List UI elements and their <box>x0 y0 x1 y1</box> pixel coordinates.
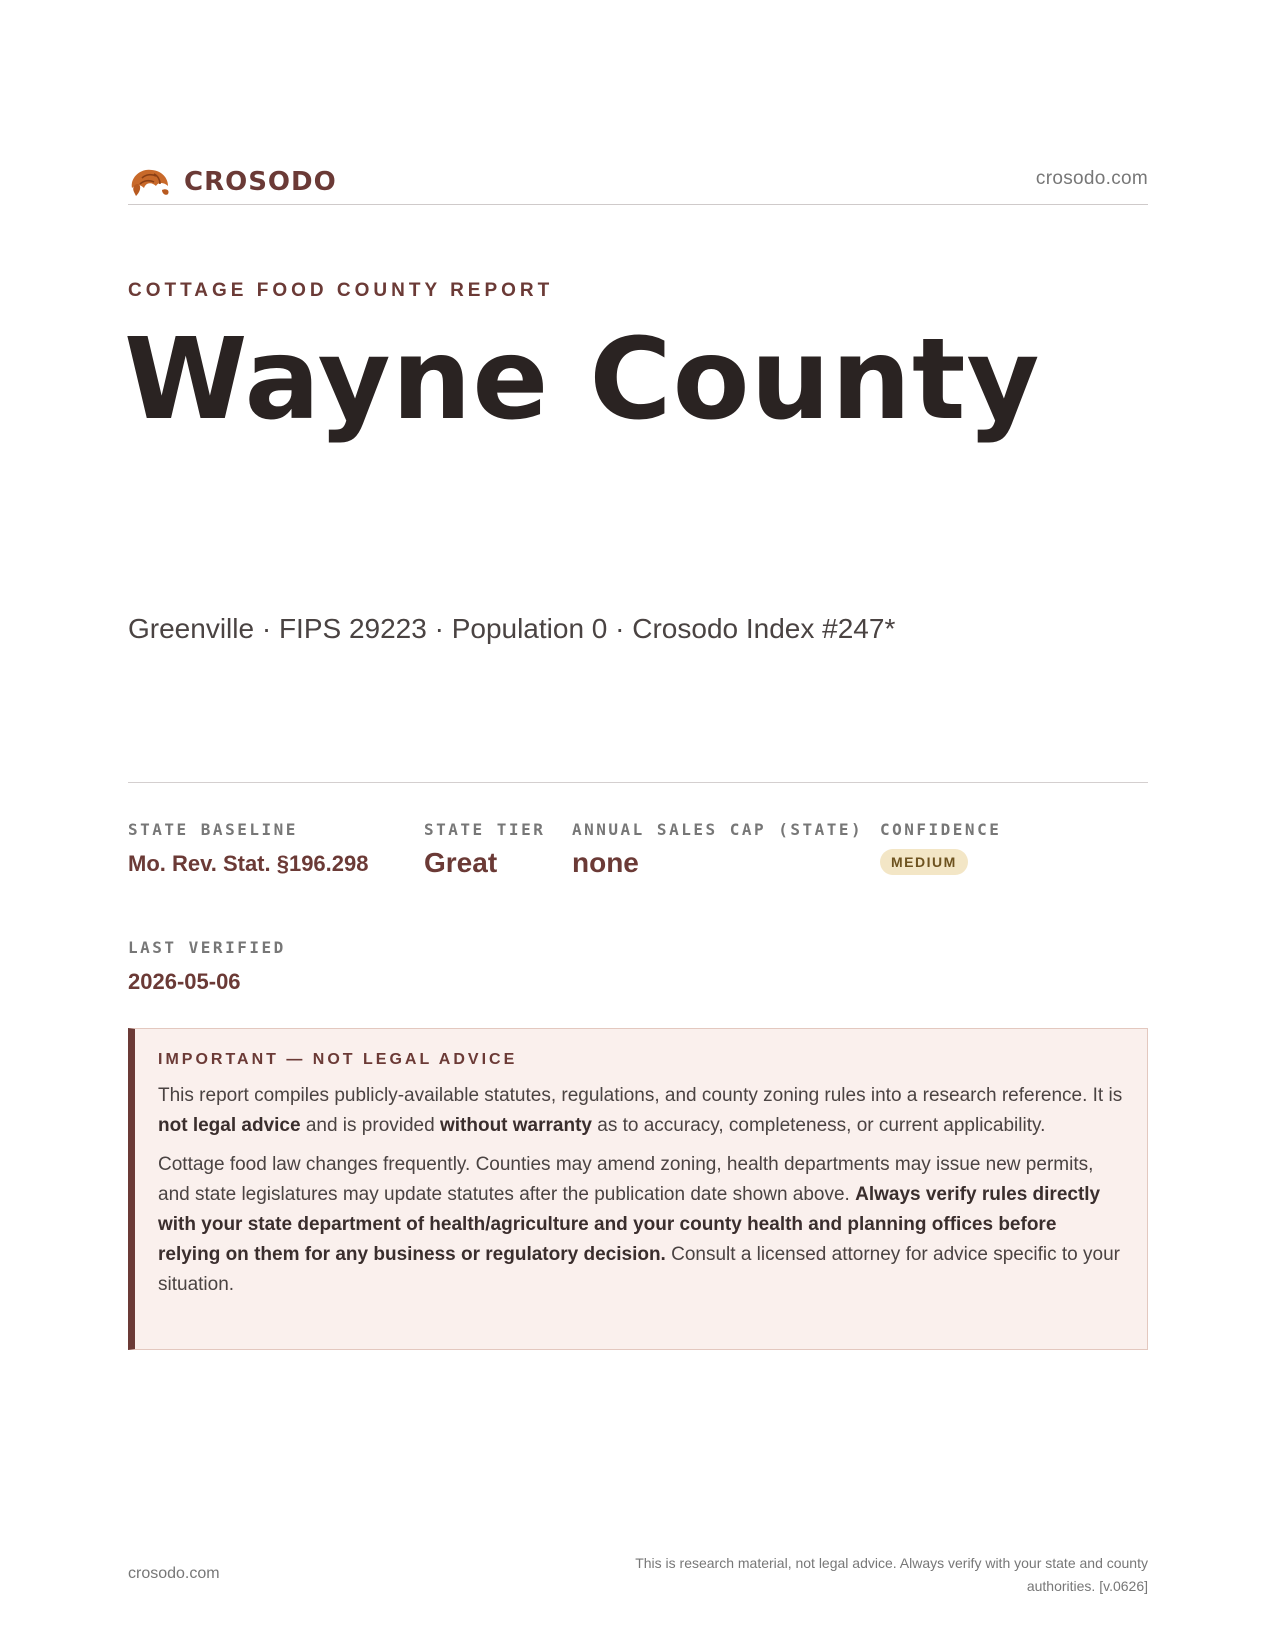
stat-label: ANNUAL SALES CAP (STATE) <box>572 820 864 839</box>
site-link[interactable]: crosodo.com <box>1035 168 1148 189</box>
croissant-icon <box>128 162 172 202</box>
legal-notice <box>128 1028 1148 1350</box>
stat-value: Great <box>424 847 498 878</box>
stat-state-baseline <box>128 820 369 877</box>
brand-name: CROSODO <box>184 167 337 197</box>
stat-label: STATE TIER <box>424 820 546 839</box>
confidence-badge: MEDIUM <box>880 849 968 875</box>
stat-confidence <box>880 820 1001 875</box>
report-subtitle: Greenville · FIPS 29223 · Population 0 · Crosodo Index #247* <box>128 613 896 644</box>
stat-value: Mo. Rev. Stat. §196.298 <box>128 851 369 876</box>
footer-site[interactable]: crosodo.com <box>128 1565 220 1582</box>
brand[interactable] <box>128 162 337 202</box>
footer-disclaimer: This is research material, not legal advice. Always verify with your state and county authorities. [v.0626] <box>635 1555 1148 1594</box>
notice-heading: IMPORTANT — NOT LEGAL ADVICE <box>158 1051 518 1068</box>
stat-state-tier <box>424 820 545 879</box>
report-kicker: COTTAGE FOOD COUNTY REPORT <box>128 280 554 301</box>
stat-last-verified <box>128 938 286 995</box>
stat-label: CONFIDENCE <box>880 820 1002 839</box>
stat-annual-sales-cap <box>572 820 863 879</box>
stat-label: LAST VERIFIED <box>128 938 286 957</box>
notice-paragraph-2: Cottage food law changes frequently. Counties may amend zoning, health departments may issue new permits, and state legislatures may update statutes after the publication date shown above. Always verify rules directly with your state department of health/agriculture and your county health and planning offices before relying on them for any business or regulatory decision. Consult a licensed attorney for advice specific to your situation. <box>158 1154 1120 1295</box>
section-divider <box>128 782 1148 783</box>
stat-value: 2026-05-06 <box>128 969 241 994</box>
stat-label: STATE BASELINE <box>128 820 298 839</box>
page-title: Wayne County <box>124 315 1041 445</box>
page-header <box>128 158 1148 205</box>
stat-value: none <box>572 847 639 878</box>
report-page <box>124 0 1148 1650</box>
notice-paragraph-1: This report compiles publicly-available statutes, regulations, and county zoning rules into a research reference. It is not legal advice and is provided without warranty as to accuracy, completeness, or current applicability. <box>158 1085 1123 1136</box>
